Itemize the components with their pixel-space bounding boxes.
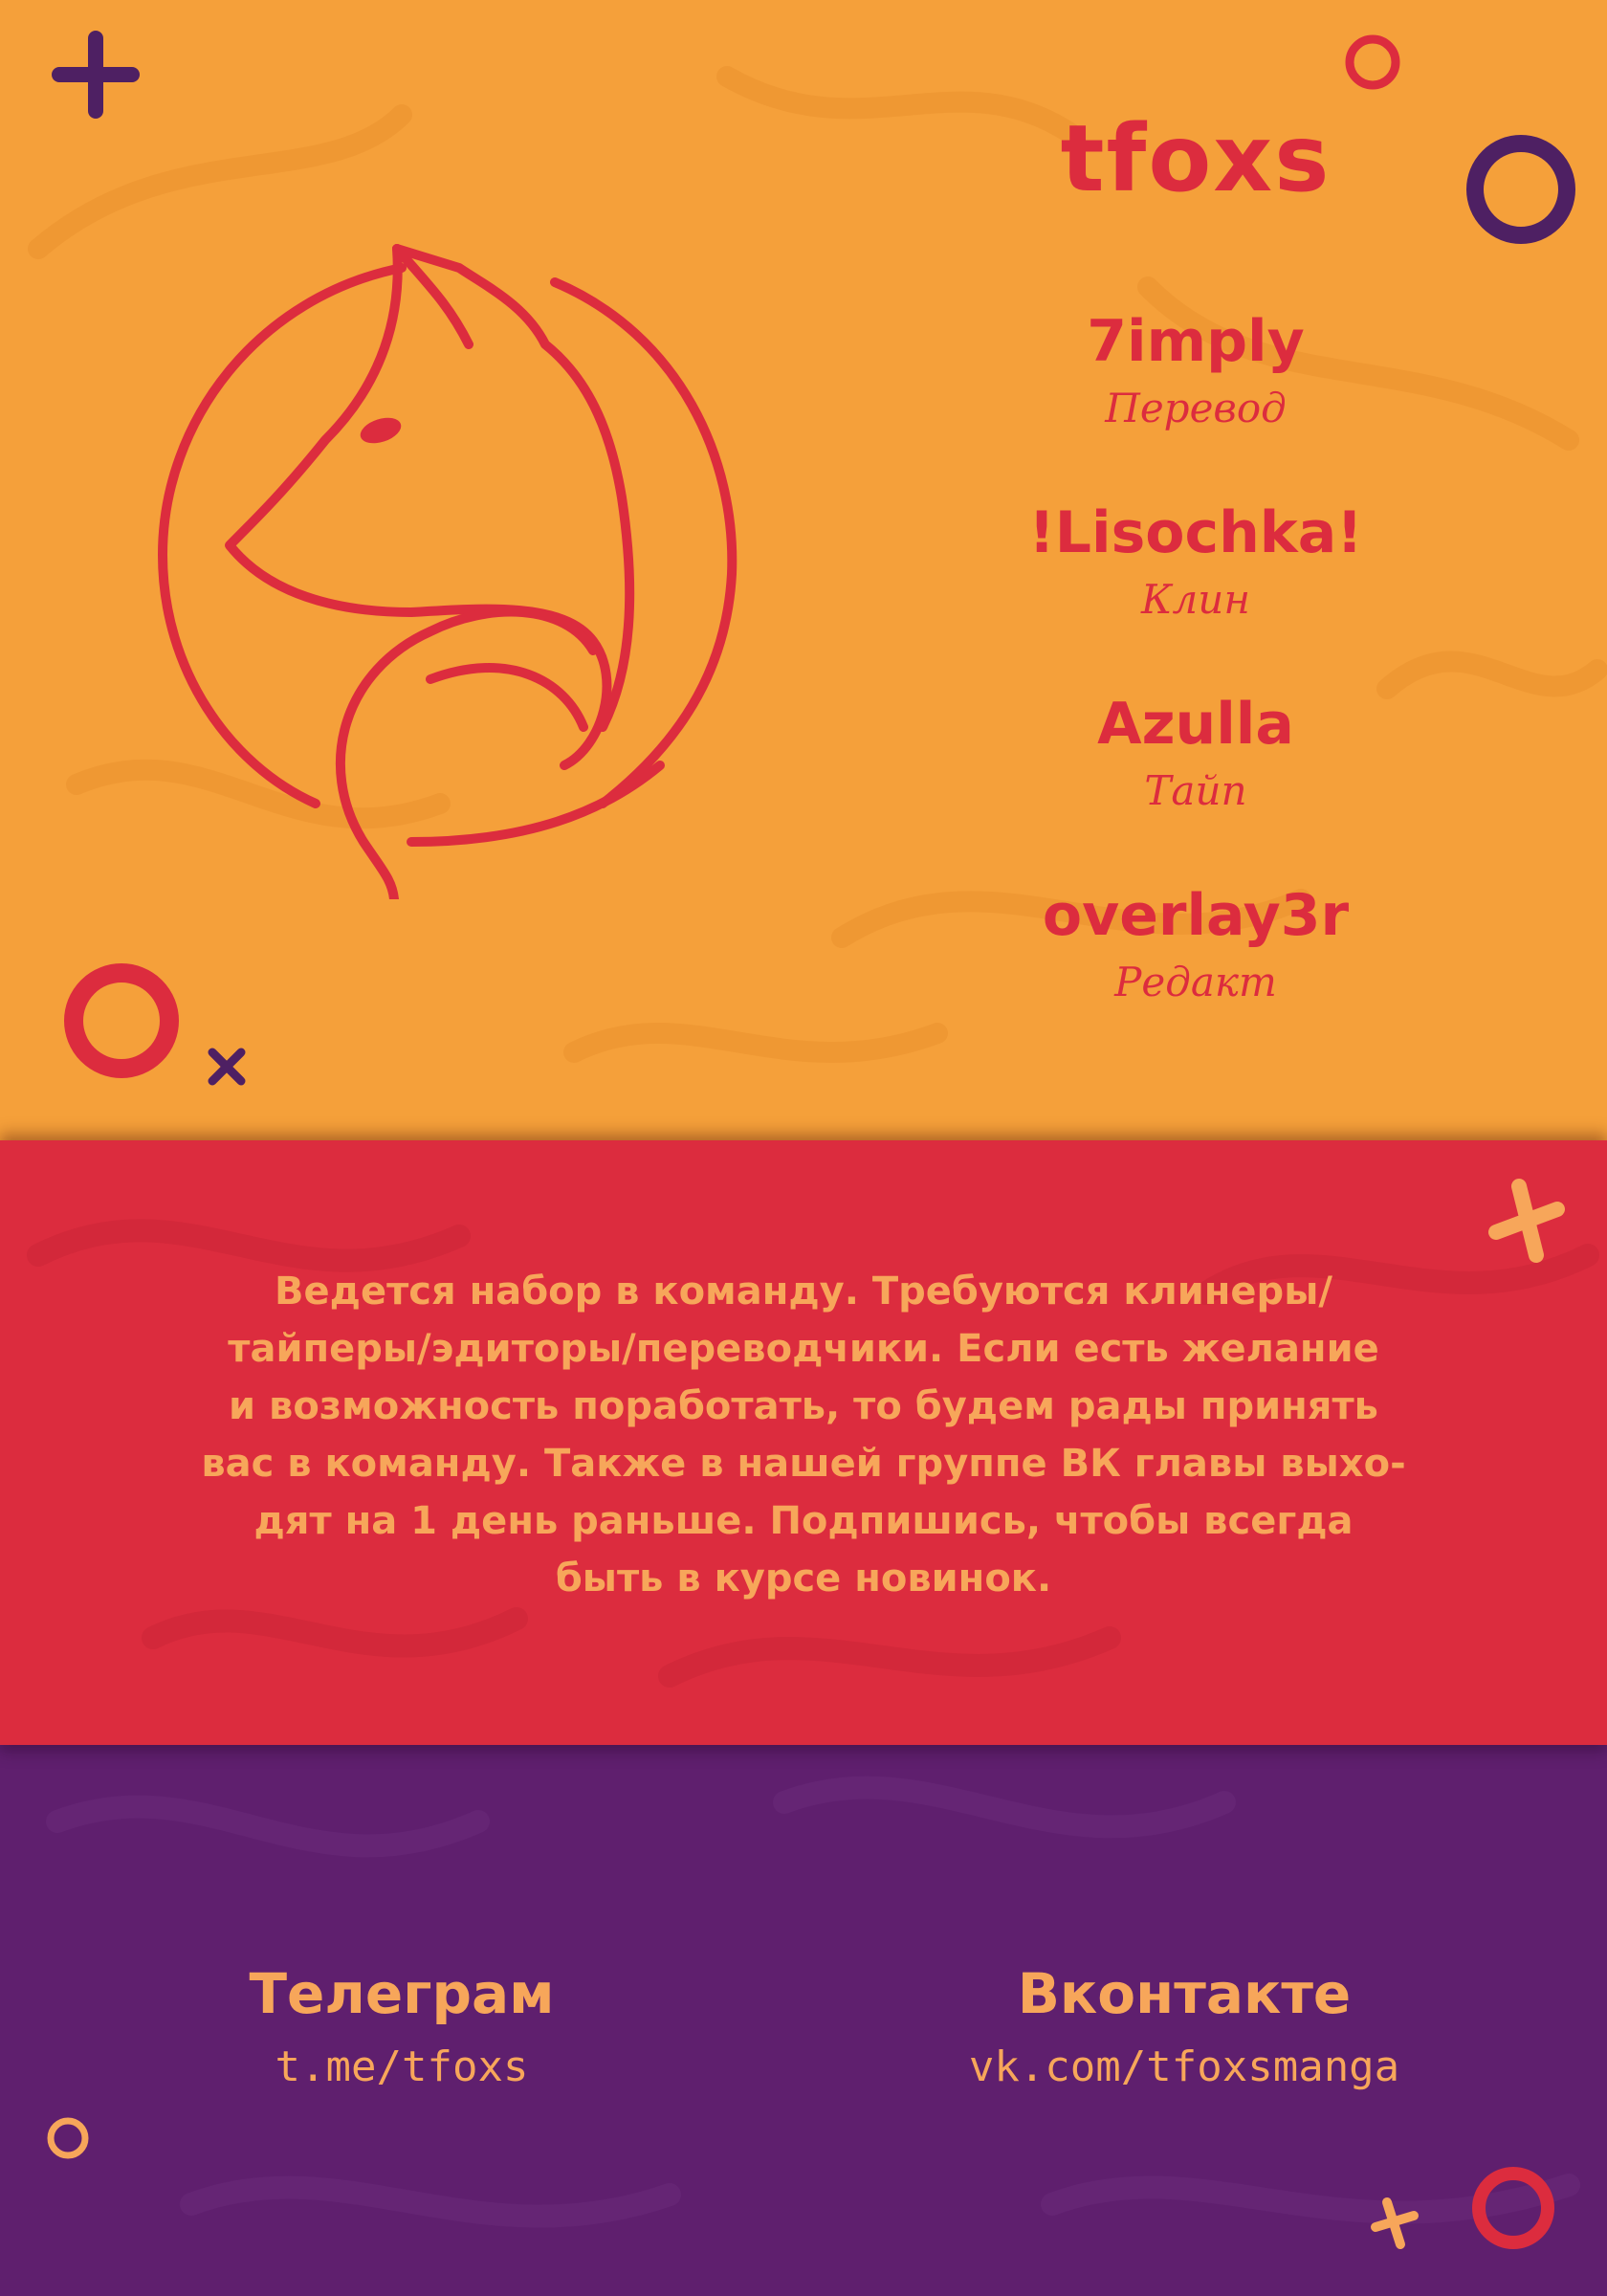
member-name: 7imply: [1087, 308, 1305, 375]
recruitment-notice: [115, 1263, 1492, 1607]
cross-icon: [1366, 2195, 1423, 2252]
ring-icon: [1462, 130, 1580, 249]
notice-line: и возможность поработать, то будем рады принять: [229, 1384, 1378, 1428]
ring-icon: [44, 2114, 92, 2162]
top-panel: [0, 0, 1607, 1140]
notice-line: Ведется набор в команду. Требуются клинеры/: [275, 1269, 1332, 1314]
member-name: !Lisochka!: [1028, 499, 1363, 566]
notice-line: вас в команду. Также в нашей группе ВК главы выхо-: [201, 1442, 1406, 1486]
fox-eye-icon: [357, 413, 404, 448]
telegram-link[interactable]: t.me/tfoxs: [275, 2042, 529, 2091]
notice-line: быть в курсе новинок.: [555, 1556, 1052, 1601]
ring-icon: [1339, 29, 1406, 96]
telegram-title: Телеграм: [249, 1961, 555, 2026]
cross-icon: [205, 1045, 249, 1089]
ring-icon: [1465, 2160, 1561, 2256]
member-role: Тайп: [1144, 767, 1247, 814]
cross-icon: [1481, 1175, 1573, 1267]
vk-title: Вконтакте: [1017, 1961, 1352, 2026]
notice-line: тайперы/эдиторы/переводчики. Если есть желание: [228, 1327, 1379, 1371]
ring-icon: [59, 959, 184, 1083]
member-role: Перевод: [1105, 385, 1287, 431]
member-role: Клин: [1141, 576, 1250, 623]
fox-circle-logo: [143, 230, 756, 899]
vk-link[interactable]: vk.com/tfoxsmanga: [968, 2042, 1400, 2091]
plus-icon: [48, 27, 143, 122]
member-name: Azulla: [1097, 691, 1294, 758]
member-role: Редакт: [1114, 959, 1277, 1005]
notice-line: дят на 1 день раньше. Подпишись, чтобы всегда: [253, 1499, 1354, 1543]
member-name: overlay3r: [1042, 882, 1350, 949]
brand-title: tfoxs: [1060, 105, 1332, 212]
